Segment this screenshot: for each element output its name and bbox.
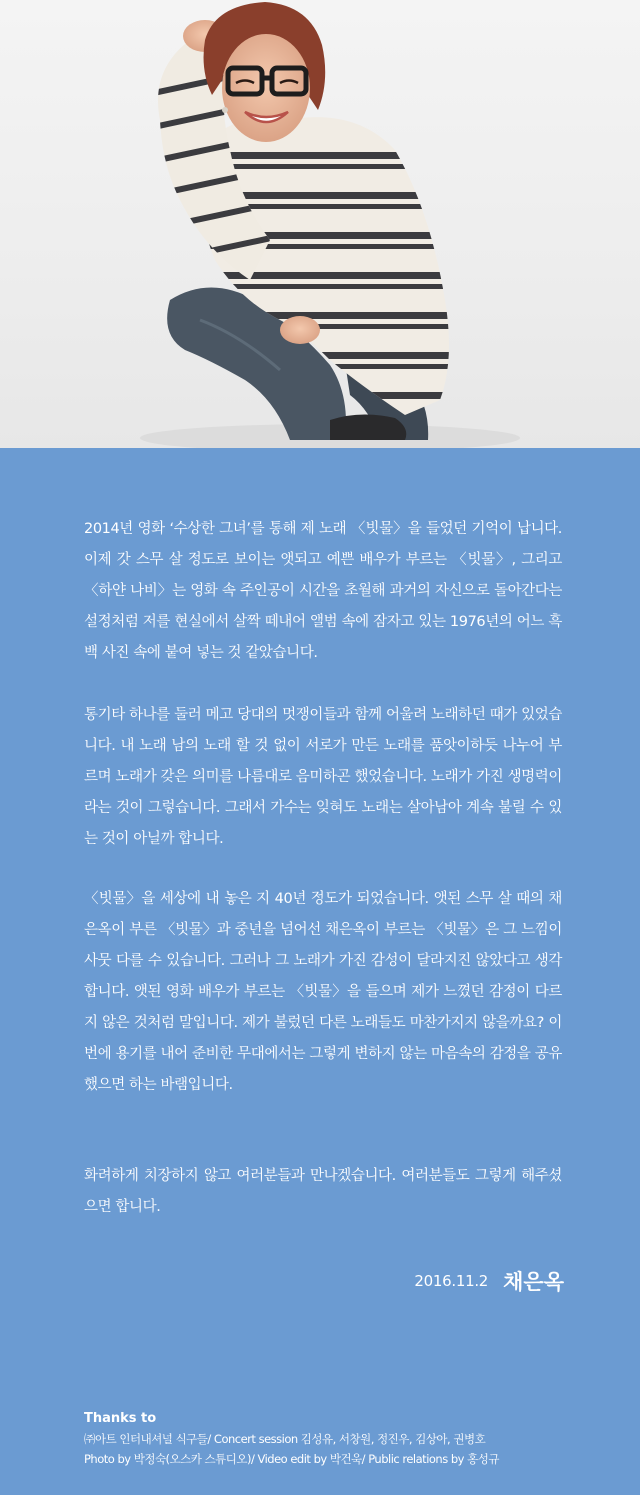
signature-name: 채은옥 — [503, 1270, 564, 1294]
signature — [414, 1266, 564, 1296]
signature-date: 2016.11.2 — [414, 1272, 489, 1290]
thanks-title: Thanks to — [84, 1411, 157, 1426]
paragraph-4: 화려하게 치장하지 않고 여러분들과 만나겠습니다. 여러분들도 그렇게 해주셨으면 합니다. — [84, 1168, 562, 1215]
portrait-illustration — [0, 0, 640, 448]
paragraph-1: 2014년 영화 ‘수상한 그녀’를 통해 제 노래 〈빗물〉을 들었던 기억이 납니다. 이제 갓 스무 살 정도로 보이는 앳되고 예쁜 배우가 부르는 〈빗물〉, 그리고 〈하얀 나비〉는 영화 속 주인공이 시간을 초월해 과거의 자신으로 돌아간다는 설정처럼 저를 현실에서 살짝 떼내어 앨범 속에 잠자고 있는 1976년의 어느 흑백 사진 속에 붙여 넣는 것 같았습니다. — [84, 521, 562, 661]
thanks-section — [84, 1409, 584, 1469]
thanks-line-1: ㈜아트 인터내셔널 식구들/ Concert session 김성유, 서창원, 정진우, 김상아, 권병호 — [84, 1432, 486, 1446]
hero-photo — [0, 0, 640, 448]
paragraph-3: 〈빗물〉을 세상에 내 놓은 지 40년 정도가 되었습니다. 앳된 스무 살 때의 채은옥이 부른 〈빗물〉과 중년을 넘어선 채은옥이 부르는 〈빗물〉은 그 느낌이 사뭇 다를 수 있습니다. 그러나 그 노래가 가진 감성이 달라지진 않았다고 생각합니다. 앳된 영화 배우가 부르는 〈빗물〉을 들으며 제가 느꼈던 감정이 다르지 않은 것처럼 말입니다. 제가 불렀던 다른 노래들도 마찬가지지 않을까요? 이번에 용기를 내어 준비한 무대에서는 그렇게 변하지 않는 마음속의 감정을 공유했으면 하는 바램입니다. — [84, 891, 562, 1093]
content-panel — [0, 448, 640, 1495]
thanks-line-2: Photo by 박정숙(오스카 스튜디오)/ Video edit by 박건욱/ Public relations by 홍성규 — [84, 1452, 499, 1466]
paragraph-2: 통기타 하나를 둘러 메고 당대의 멋쟁이들과 함께 어울려 노래하던 때가 있었습니다. 내 노래 남의 노래 할 것 없이 서로가 만든 노래를 품앗이하듯 나누어 부르며 노래가 갖은 의미를 나름대로 음미하곤 했었습니다. 노래가 가진 생명력이라는 것이 그렇습니다. 그래서 가수는 잊혀도 노래는 살아남아 계속 불릴 수 있는 것이 아닐까 합니다. — [84, 707, 562, 847]
